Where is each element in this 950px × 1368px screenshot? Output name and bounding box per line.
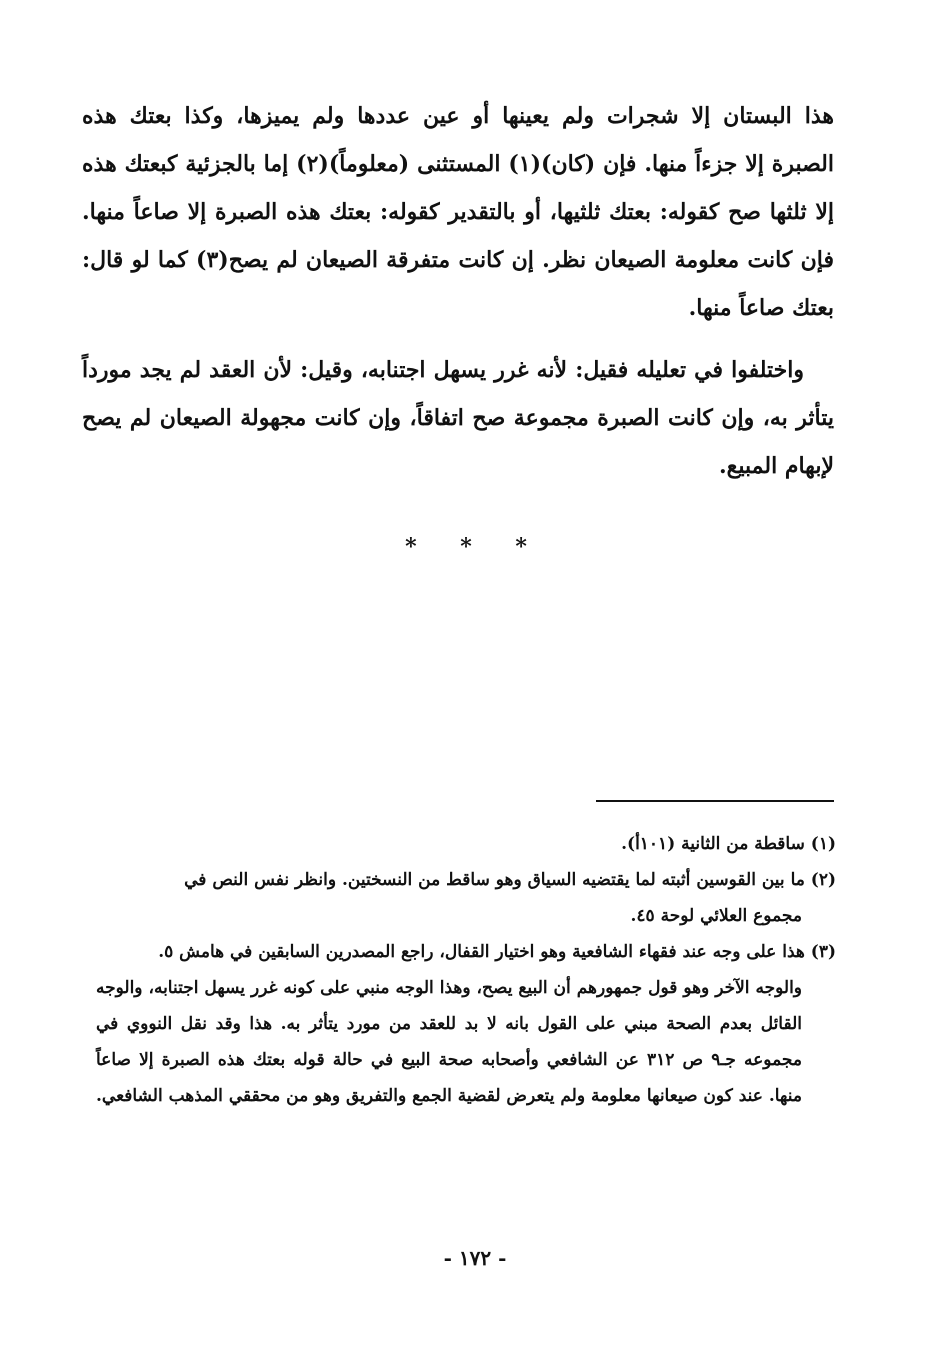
paragraph-2: واختلفوا في تعليله فقيل: لأنه غرر يسهل اجتنابه، وقيل: لأن العقد لم يجد مورداً يتأثر به، وإن كانت الصبرة مجموعة صح اتفاقاً، وإن كانت مجهولة الصيعان لم يصح لإبهام المبيع.	[82, 357, 834, 479]
main-text	[82, 92, 834, 490]
paragraph-1: هذا البستان إلا شجرات ولم يعينها أو عين عددها ولم يميزها، وكذا بعتك هذه الصبرة إلا جزءاً منها. فإن (كان)(١) المستثنى (معلوماً)(٢) إما بالجزئية كبعتك هذه إلا ثلثها صح كقوله: بعتك ثلثيها، أو بالتقدير كقوله: بعتك هذه الصبرة إلا صاعاً منها. فإن كانت معلومة الصيعان نظر. إن كانت متفرقة الصيعان لم يصح(٣) كما لو قال: بعتك صاعاً منها.	[82, 103, 834, 321]
page-number: - ١٧٢ -	[443, 1246, 507, 1270]
footnote-2-line-1: (٢) ما بين القوسين أثبته لما يقتضيه السياق وهو ساقط من النسختين. وانظر نفس النص في	[184, 870, 836, 890]
footnote-3-continuation: والوجه الآخر وهو قول جمهورهم أن البيع يصح، وهذا الوجه منبي على كونه غرر يسهل اجتنابه، والوجه القائل بعدم الصحة مبني على القول بانه لا بد للعقد من مورد يتأثر به. هذا وقد نقل النووي في مجموعه جـ٩ ص ٣١٢ عن الشافعي وأصحابه صحة البيع في حالة قوله بعتك هذه الصبرة إلا صاعاً منها. عند كون صيعانها معلومة ولم يتعرض لقضية الجمع والتفريق وهو من محققي المذهب الشافعي.	[96, 978, 802, 1106]
footnote-1	[96, 826, 836, 862]
footnotes	[96, 826, 836, 1114]
footnote-2-line-2: مجموع العلائي لوحة ٤٥.	[630, 906, 802, 926]
footnote-1-text: (١) ساقطة من الثانية (١٠١أ).	[621, 834, 836, 854]
section-separator: * * *	[405, 534, 545, 560]
footnote-3-line-1: (٣) هذا على وجه عند فقهاء الشافعية وهو اختيار القفال، راجع المصدرين السابقين في هامش ٥.	[158, 942, 836, 962]
footnote-2	[96, 862, 836, 934]
footnote-3	[96, 934, 836, 1114]
footnote-rule	[596, 800, 834, 802]
